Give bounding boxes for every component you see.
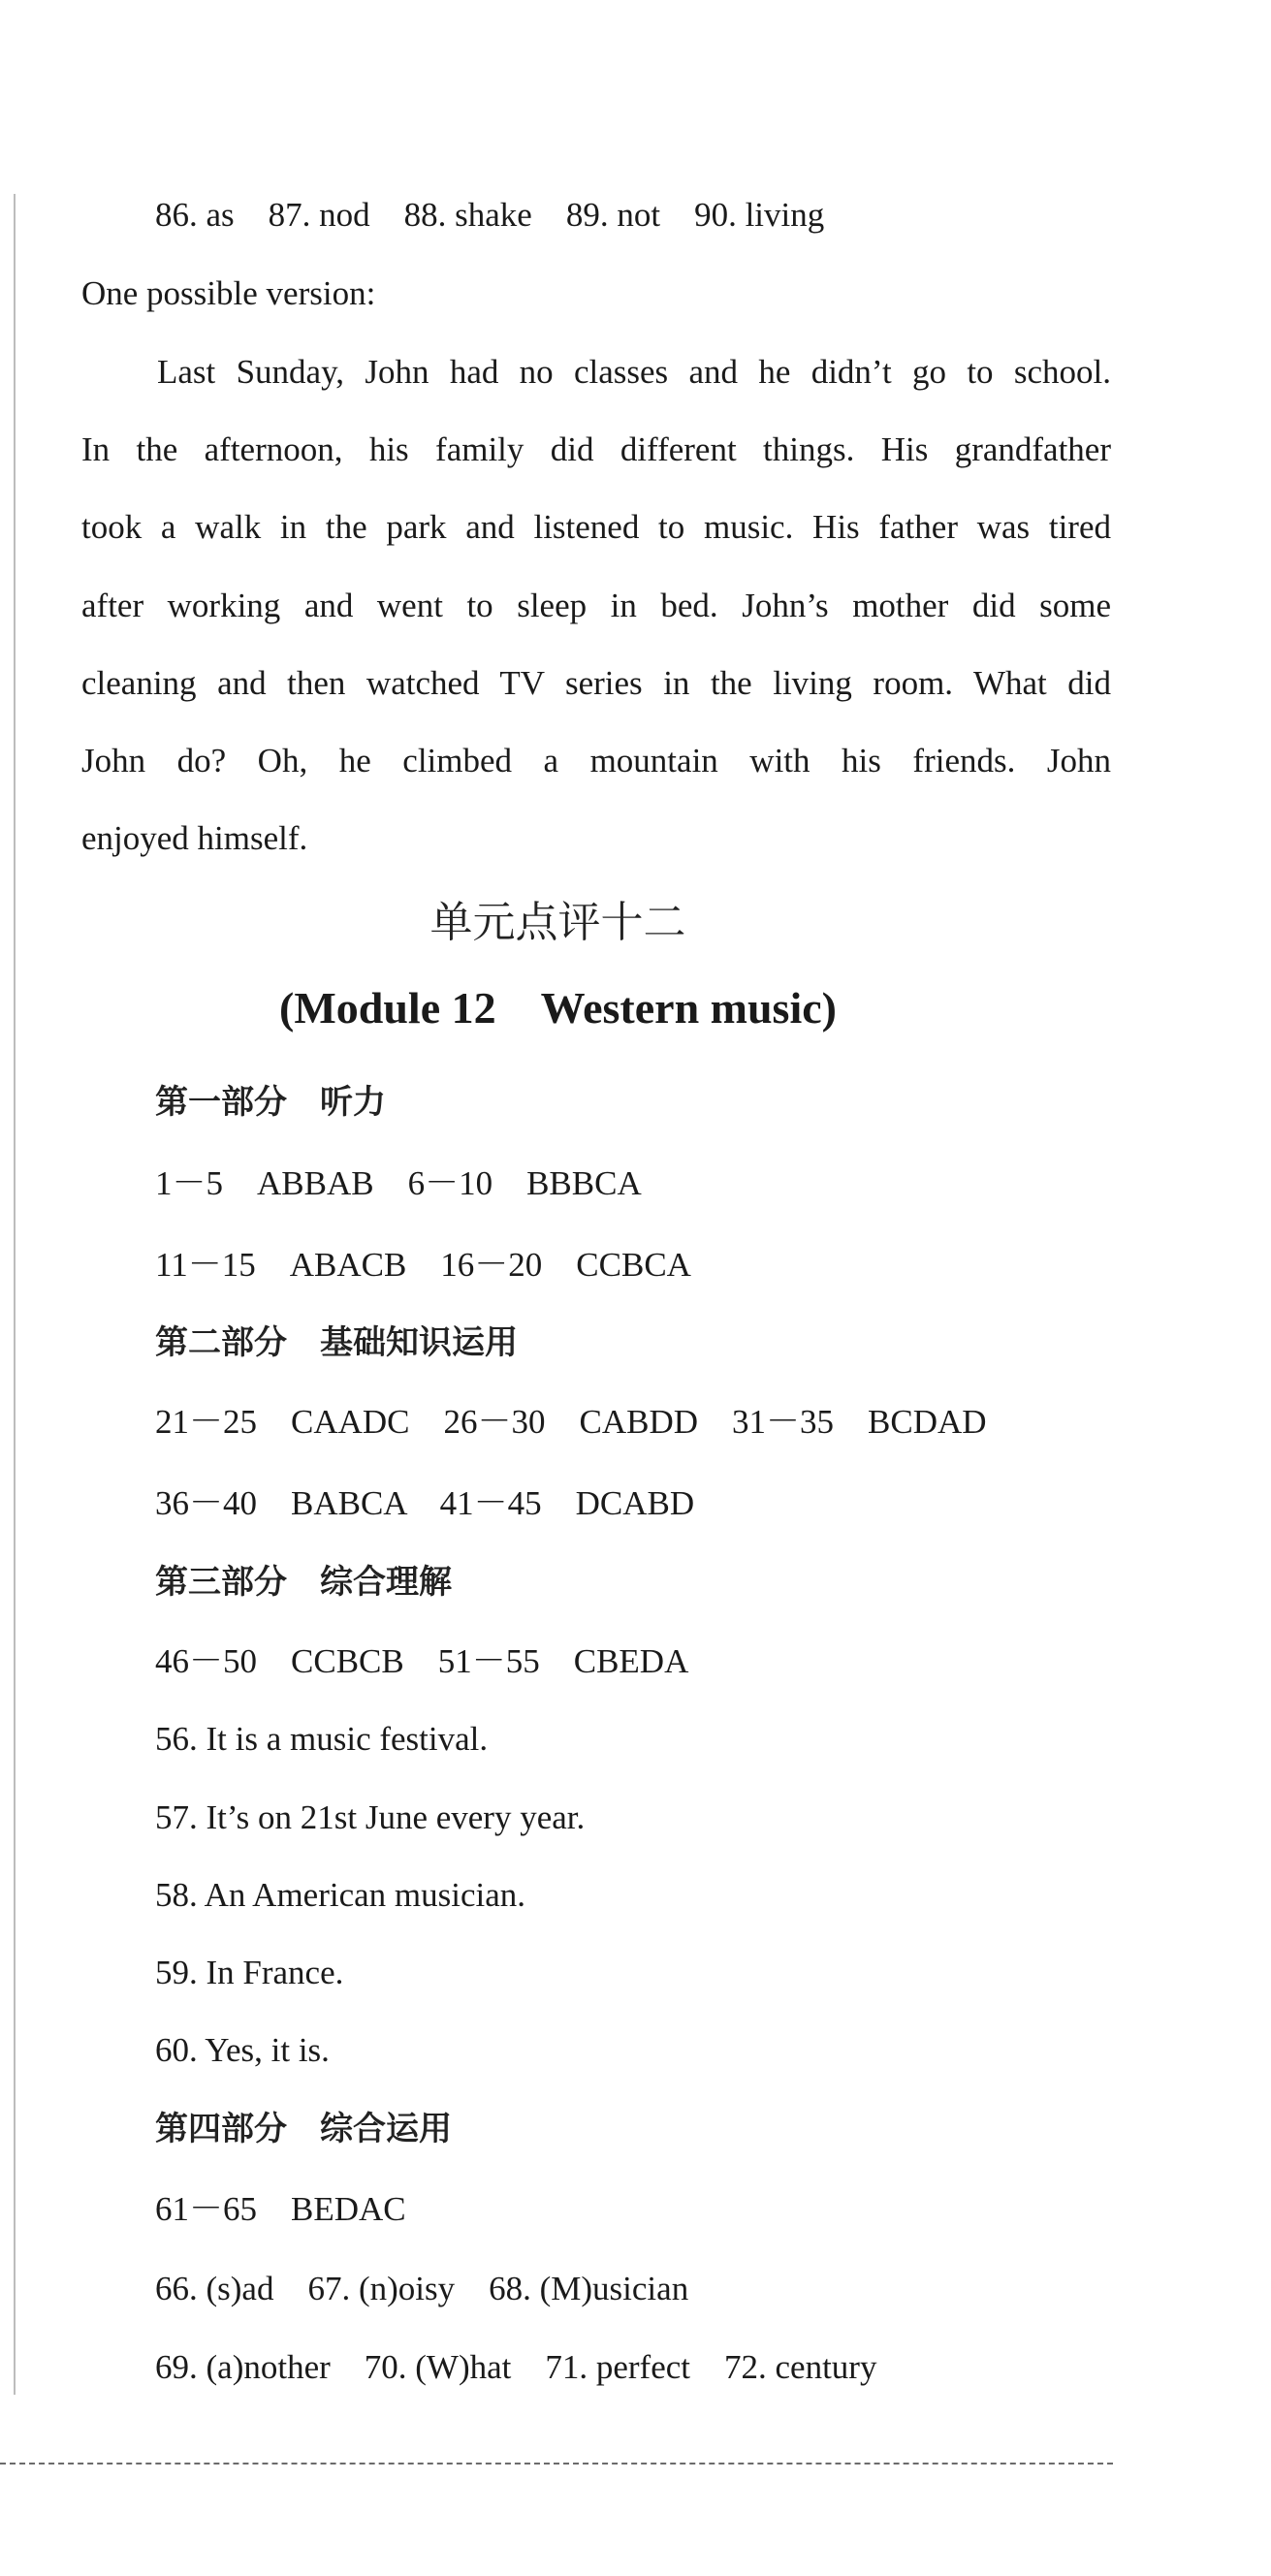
answer-line-61-65: 61－65 BEDAC [155, 2190, 406, 2228]
answer-line-69-72: 69. (a)nother 70. (W)hat 71. perfect 72. century [155, 2348, 877, 2386]
section-heading-part1: 第一部分 听力 [155, 1083, 386, 1122]
left-margin-rule [14, 194, 16, 2395]
version-label: One possible version: [81, 274, 376, 312]
composition-line-4: after working and went to sleep in bed. John’s mother did some [81, 587, 1111, 624]
section-heading-part4: 第四部分 综合运用 [155, 2110, 452, 2148]
answer-58: 58. An American musician. [155, 1876, 526, 1914]
composition-line-7: enjoyed himself. [81, 819, 308, 857]
composition-line-5: cleaning and then watched TV series in the living room. What did [81, 664, 1111, 702]
answer-line-36-45: 36－40 BABCA 41－45 DCABD [155, 1484, 695, 1522]
answer-line-21-35: 21－25 CAADC 26－30 CABDD 31－35 BCDAD [155, 1403, 987, 1441]
section-heading-part3: 第三部分 综合理解 [155, 1563, 452, 1602]
unit-title: 单元点评十二 [429, 898, 686, 947]
answer-line-11-20: 11－15 ABACB 16－20 CCBCA [155, 1246, 691, 1284]
composition-line-1: Last Sunday, John had no classes and he didn’t go to school. [157, 353, 1111, 391]
answer-60: 60. Yes, it is. [155, 2031, 330, 2069]
answer-line-66-68: 66. (s)ad 67. (n)oisy 68. (M)usician [155, 2270, 689, 2307]
answer-line-1-10: 1－5 ABBAB 6－10 BBBCA [155, 1164, 642, 1202]
answer-line-46-55: 46－50 CCBCB 51－55 CBEDA [155, 1642, 689, 1680]
answer-56: 56. It is a music festival. [155, 1720, 489, 1758]
dashed-cut-line [0, 2463, 1113, 2465]
composition-line-6: John do? Oh, he climbed a mountain with his friends. John [81, 742, 1111, 779]
composition-line-2: In the afternoon, his family did different things. His grandfather [81, 430, 1111, 468]
answer-57: 57. It’s on 21st June every year. [155, 1798, 586, 1836]
section-heading-part2: 第二部分 基础知识运用 [155, 1323, 518, 1362]
module-title: (Module 12 Western music) [279, 983, 837, 1033]
answers-86-90: 86. as 87. nod 88. shake 89. not 90. living [155, 196, 825, 234]
composition-line-3: took a walk in the park and listened to music. His father was tired [81, 508, 1111, 546]
answer-59: 59. In France. [155, 1954, 344, 1991]
